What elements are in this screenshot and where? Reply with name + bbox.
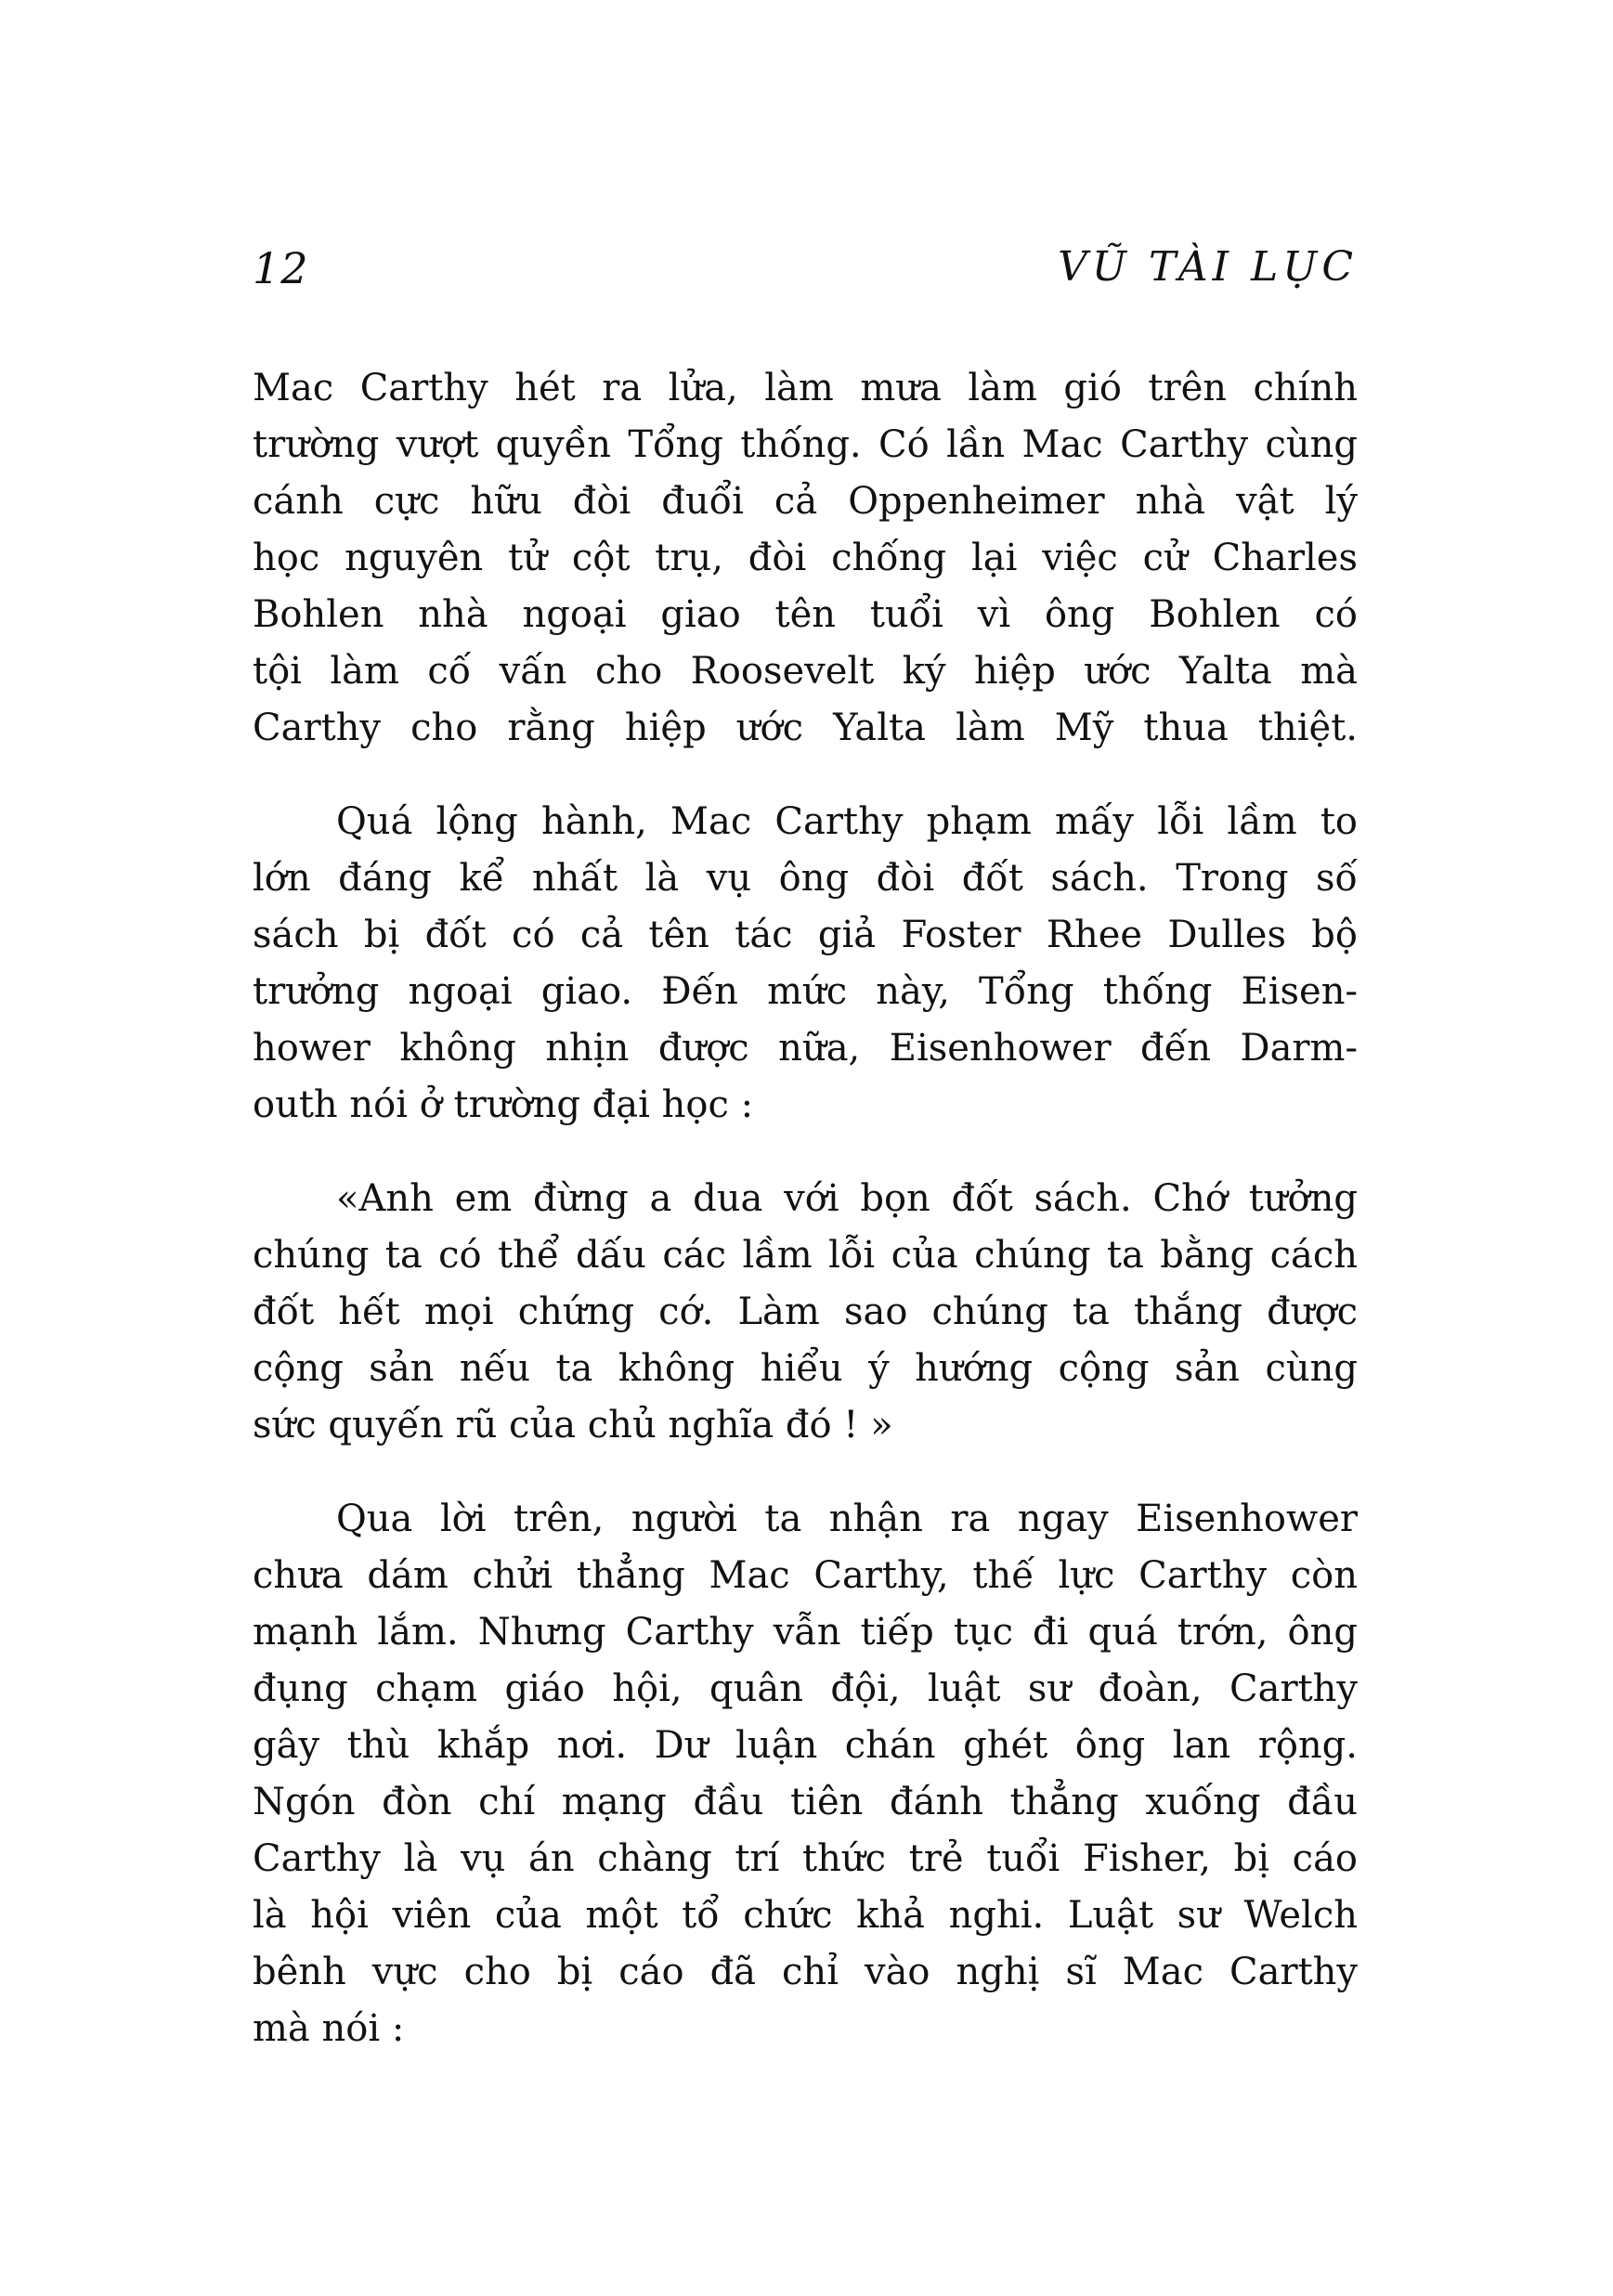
text-line: Quá lộng hành, Mac Carthy phạm mấy lỗi lầm to (336, 800, 1358, 843)
running-title: VŨ TÀI LỤC (1058, 243, 1358, 291)
text-line: sách bị đốt có cả tên tác giả Foster Rhee Dulles bộ (253, 914, 1358, 956)
body-text (253, 360, 1358, 2057)
text-line: mà nói : (253, 2007, 405, 2050)
paragraph-1 (253, 360, 1358, 757)
text-line: học nguyên tử cột trụ, đòi chống lại việc cử Charles (253, 537, 1358, 579)
text-line: bênh vực cho bị cáo đã chỉ vào nghị sĩ Mac Carthy (253, 1951, 1358, 1993)
text-line: outh nói ở trường đại học : (253, 1083, 754, 1126)
text-line: «Anh em đừng a dua với bọn đốt sách. Chớ tưởng (336, 1177, 1358, 1220)
text-line: gây thù khắp nơi. Dư luận chán ghét ông lan rộng. (253, 1724, 1358, 1767)
page-number: 12 (253, 243, 309, 293)
paragraph-quote (253, 1171, 1358, 1454)
text-line: đốt hết mọi chứng cớ. Làm sao chúng ta thắng được (253, 1291, 1358, 1333)
text-line: Carthy là vụ án chàng trí thức trẻ tuổi Fisher, bị cáo (253, 1837, 1358, 1880)
text-line: cộng sản nếu ta không hiểu ý hướng cộng sản cùng (253, 1347, 1358, 1390)
text-line: sức quyến rũ của chủ nghĩa đó ! » (253, 1404, 893, 1446)
running-head (253, 243, 1358, 308)
text-line: chưa dám chửi thẳng Mac Carthy, thế lực Carthy còn (253, 1554, 1358, 1597)
text-line: hower không nhịn được nữa, Eisenhower đến Darm- (253, 1027, 1358, 1070)
text-line: Mac Carthy hét ra lửa, làm mưa làm gió trên chính (253, 367, 1358, 409)
text-line: Qua lời trên, người ta nhận ra ngay Eisenhower (336, 1498, 1358, 1540)
paragraph-2 (253, 794, 1358, 1134)
text-line: cánh cực hữu đòi đuổi cả Oppenheimer nhà vật lý (253, 480, 1358, 523)
text-line: lớn đáng kể nhất là vụ ông đòi đốt sách. Trong số (253, 857, 1358, 900)
text-line: chúng ta có thể dấu các lầm lỗi của chúng ta bằng cách (253, 1234, 1358, 1277)
text-line: là hội viên của một tổ chức khả nghi. Luật sư Welch (253, 1894, 1358, 1937)
paragraph-4 (253, 1491, 1358, 2057)
text-line: đụng chạm giáo hội, quân đội, luật sư đoàn, Carthy (253, 1667, 1358, 1710)
text-line: mạnh lắm. Nhưng Carthy vẫn tiếp tục đi quá trớn, ông (253, 1611, 1358, 1654)
text-line: trường vượt quyền Tổng thống. Có lần Mac Carthy cùng (253, 423, 1358, 466)
text-line: Ngón đòn chí mạng đầu tiên đánh thẳng xuống đầu (253, 1781, 1358, 1823)
text-line: Bohlen nhà ngoại giao tên tuổi vì ông Bohlen có (253, 593, 1358, 636)
text-line: tội làm cố vấn cho Roosevelt ký hiệp ước Yalta mà (253, 650, 1358, 693)
text-line: trưởng ngoại giao. Đến mức này, Tổng thống Eisen- (253, 970, 1358, 1013)
text-line: Carthy cho rằng hiệp ước Yalta làm Mỹ thua thiệt. (253, 707, 1358, 749)
